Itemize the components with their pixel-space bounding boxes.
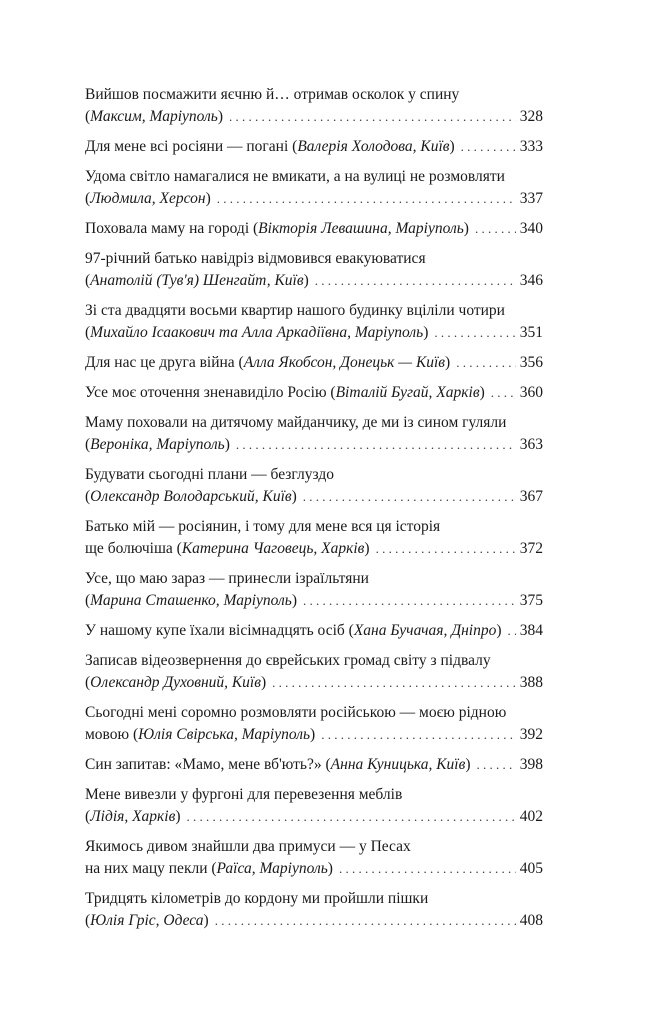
toc-entry-line [85,910,543,932]
closing-paren: ) [496,622,502,639]
narrator-name: Михайло Ісаакович та Алла Аркадіївна, Маріуполь [90,324,424,341]
page-number: 388 [519,674,543,691]
page-number: 360 [519,384,543,401]
entry-title-text [85,486,297,508]
title-text: ( [85,272,91,289]
entry-title-text [85,136,455,158]
dot-leader [215,910,516,932]
dot-leader [303,590,516,612]
toc-entry-line [85,412,543,434]
entry-title-text [85,538,370,560]
entry-title-text [85,888,428,910]
entry-title-text [85,784,402,806]
dot-leader [434,322,515,344]
title-text: Якимось дивом знайшли два примуси — у Песах [85,838,411,855]
narrator-name: Віталій Бугай, Харків [335,384,480,401]
entry-title-text [85,382,485,404]
closing-paren: ) [479,384,485,401]
narrator-name: Марина Сташенко, Маріуполь [90,592,292,609]
closing-paren: ) [423,324,429,341]
dot-leader [339,858,516,880]
dot-leader [217,188,516,210]
closing-paren: ) [260,674,267,691]
entry-title-text [85,300,505,322]
narrator-name: Людмила, Херсон [90,190,206,207]
narrator-name: Юлія Свірська, Маріуполь [138,726,311,743]
entry-title-text [85,434,230,456]
page-number: 372 [519,540,543,557]
title-text: мовою ( [85,726,139,743]
page-number: 356 [519,354,543,371]
entry-title-text [85,322,428,344]
page-number: 340 [519,220,543,237]
dot-leader [303,486,516,508]
toc-entry-line [85,806,543,828]
title-text: ще болючіша ( [85,540,182,557]
narrator-name: Вікторія Левашина, Маріуполь [258,220,464,237]
closing-paren: ) [291,592,298,609]
page-number: 408 [519,912,543,929]
title-text: Записав відеозвернення до єврейських громад світу з підвалу [85,652,491,669]
toc-entry-line [85,754,543,776]
title-text: 97-річний батько навідріз відмовився евакуюватися [85,250,426,267]
narrator-name: Олександр Духовний, Київ [90,674,261,691]
toc-entry-line [85,538,543,560]
dot-leader [272,672,516,694]
dot-leader [376,538,516,560]
toc-entry [85,784,543,828]
toc-entry-line [85,672,543,694]
title-text: Поховала маму на городі ( [85,220,259,237]
toc-entry-line [85,188,543,210]
entry-title-text [85,702,506,724]
narrator-name: Вероніка, Маріуполь [90,436,225,453]
narrator-name: Юлія Гріс, Одеса [90,912,204,929]
dot-leader [491,382,516,404]
title-text: ( [85,912,91,929]
title-text: Тридцять кілометрів до кордону ми пройшли пішки [85,890,429,907]
entry-title-text [85,620,502,642]
entry-title-text [85,412,506,434]
dot-leader [315,270,516,292]
toc-entry-line [85,516,543,538]
title-text: ( [85,808,91,825]
title-text: Будувати сьогодні плани — безглуздо [85,466,334,483]
narrator-name: Раїса, Маріуполь [216,860,328,877]
dot-leader [475,218,516,240]
toc-entry [85,248,543,292]
toc-entry-line [85,136,543,158]
title-text: ( [85,488,91,505]
narrator-name: Валерія Холодова, Київ [297,138,450,155]
narrator-name: Анатолій (Тув'я) Шенгайт, Київ [90,272,304,289]
entry-title-text [85,188,211,210]
closing-paren: ) [463,220,469,237]
toc-entry-line [85,106,543,128]
title-text: ( [85,436,91,453]
toc-entry [85,300,543,344]
page-number: 384 [519,622,543,639]
toc-entry [85,464,543,508]
entry-title-text [85,270,309,292]
closing-paren: ) [224,436,230,453]
closing-paren: ) [449,138,455,155]
entry-title-text [85,806,181,828]
entry-title-text [85,672,266,694]
entry-title-text [85,218,469,240]
entry-title-text [85,858,333,880]
dot-leader [236,434,516,456]
toc-entry-line [85,784,543,806]
toc-entry [85,754,543,776]
title-text: Для мене всі росіяни — погані ( [85,138,298,155]
entry-title-text [85,248,426,270]
title-text: Син запитав: «Мамо, мене вб'ють?» ( [85,756,331,773]
page-number: 402 [519,808,543,825]
closing-paren: ) [203,912,209,929]
page-number: 333 [519,138,543,155]
page-number: 367 [519,488,543,505]
toc-entry-line [85,486,543,508]
entry-title-text [85,650,491,672]
entry-title-text [85,516,440,538]
dot-leader [477,754,516,776]
toc-entry-line [85,434,543,456]
title-text: У нашому купе їхали вісімнадцять осіб ( [85,622,354,639]
title-text: Для нас це друга війна ( [85,354,244,371]
page-number: 405 [519,860,543,877]
toc-entry-line [85,218,543,240]
toc-entry [85,166,543,210]
toc-entry [85,412,543,456]
title-text: Удома світло намагалися не вмикати, а на вулиці не розмовляти [85,168,505,185]
toc-entry-line [85,858,543,880]
title-text: Маму поховали на дитячому майданчику, де ми із сином гуляли [85,414,507,431]
page-number: 351 [519,324,543,341]
dot-leader [187,806,516,828]
page-number: 375 [519,592,543,609]
toc-entry-line [85,270,543,292]
narrator-name: Лідія, Харків [90,808,176,825]
toc-entry-line [85,620,543,642]
toc-entry-line [85,322,543,344]
title-text: Усе, що маю зараз — принесли ізраїльтяни [85,570,369,587]
toc-entry-line [85,836,543,858]
title-text: Вийшов посмажити яєчню й… отримав осколок у спину [85,86,460,103]
title-text: Сьогодні мені соромно розмовляти російською — моєю рідною [85,704,507,721]
title-text: Батько мій — росіянин, і тому для мене вся ця історія [85,518,441,535]
toc-entry [85,136,543,158]
title-text: Усе моє оточення зненавиділо Росію ( [85,384,336,401]
closing-paren: ) [465,756,471,773]
entry-title-text [85,352,450,374]
closing-paren: ) [175,808,181,825]
entry-title-text [85,84,459,106]
toc-entry-line [85,248,543,270]
closing-paren: ) [310,726,316,743]
dot-leader [456,352,516,374]
title-text: Мене вивезли у фургоні для перевезення меблів [85,786,403,803]
toc-entry-line [85,84,543,106]
toc-entry-line [85,590,543,612]
closing-paren: ) [327,860,333,877]
dot-leader [229,106,516,128]
closing-paren: ) [364,540,370,557]
entry-title-text [85,106,223,128]
title-text: на них мацу пекли ( [85,860,217,877]
toc-entry-line [85,352,543,374]
toc-entry [85,382,543,404]
title-text: ( [85,674,91,691]
dot-leader [508,620,516,642]
page-number: 398 [519,756,543,773]
toc-entry [85,516,543,560]
title-text: ( [85,592,91,609]
closing-paren: ) [205,190,211,207]
dot-leader [461,136,516,158]
entry-title-text [85,836,411,858]
page-number: 328 [519,108,543,125]
title-text: ( [85,190,91,207]
entry-title-text [85,910,209,932]
toc-entry [85,650,543,694]
closing-paren: ) [303,272,309,289]
toc-entry [85,352,543,374]
narrator-name: Катерина Чаговець, Харків [181,540,365,557]
toc-entry-line [85,464,543,486]
narrator-name: Анна Куницька, Київ [330,756,466,773]
toc-entry [85,84,543,128]
dot-leader [321,724,516,746]
narrator-name: Максим, Маріуполь [90,108,218,125]
entry-title-text [85,166,505,188]
toc-entry [85,836,543,880]
toc-entry-line [85,568,543,590]
title-text: ( [85,324,91,341]
toc-entry-line [85,382,543,404]
narrator-name: Хана Бучачая, Дніпро [353,622,497,639]
page-number: 346 [519,272,543,289]
entry-title-text [85,754,471,776]
toc-entry-line [85,166,543,188]
entry-title-text [85,568,369,590]
toc-entry [85,218,543,240]
toc-entry-line [85,702,543,724]
closing-paren: ) [217,108,224,125]
title-text: ( [85,108,91,125]
closing-paren: ) [445,354,451,371]
toc-entry-line [85,724,543,746]
toc-entry-line [85,650,543,672]
toc-entry [85,620,543,642]
toc-entry [85,702,543,746]
entry-title-text [85,590,297,612]
toc-entry [85,888,543,932]
toc-entry-line [85,888,543,910]
page-number: 392 [519,726,543,743]
narrator-name: Алла Якобсон, Донецьк — Київ [243,354,446,371]
entry-title-text [85,464,334,486]
toc-entry-line [85,300,543,322]
narrator-name: Олександр Володарський, Київ [90,488,292,505]
table-of-contents [85,84,543,940]
title-text: Зі ста двадцяти восьми квартир нашого будинку вціліли чотири [85,302,505,319]
toc-entry [85,568,543,612]
page-number: 363 [519,436,543,453]
entry-title-text [85,724,315,746]
page-number: 337 [519,190,543,207]
closing-paren: ) [291,488,297,505]
